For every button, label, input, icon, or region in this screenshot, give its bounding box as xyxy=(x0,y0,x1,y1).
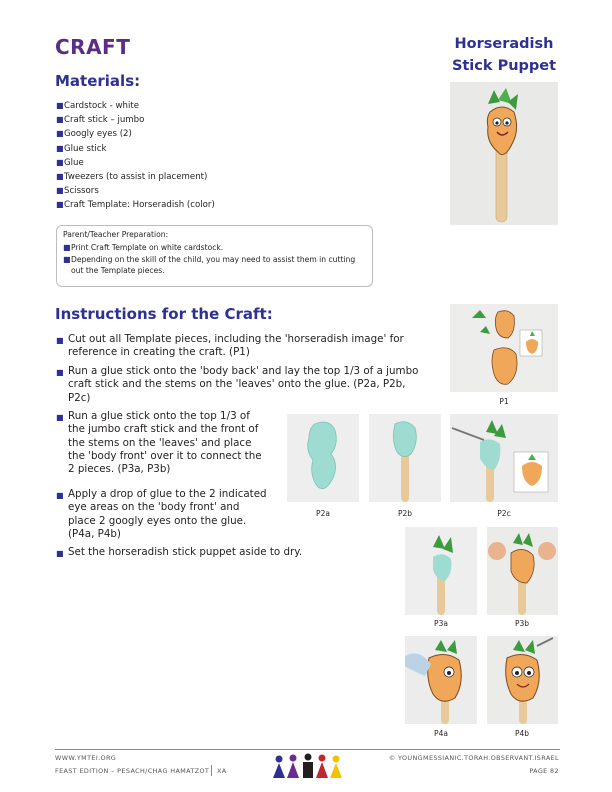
caption-p3a: P3a xyxy=(434,619,448,628)
prep-title: Parent/Teacher Preparation: xyxy=(63,230,169,239)
caption-p3b: P3b xyxy=(514,619,530,628)
photo-p1 xyxy=(450,304,558,392)
finished-puppet-photo xyxy=(450,82,558,225)
footer-website[interactable]: WWW.YMTEI.ORG xyxy=(55,754,117,762)
kids-logo-icon xyxy=(273,754,342,779)
bullet-icon: ■ xyxy=(56,549,64,558)
caption-p2b: P2b xyxy=(397,509,413,518)
photo-p3b xyxy=(487,527,558,615)
photo-p3a xyxy=(405,527,477,615)
bullet-icon: ■ xyxy=(56,200,64,210)
bullet-icon: ■ xyxy=(56,143,64,153)
bullet-icon: ■ xyxy=(56,491,64,500)
photo-p4a xyxy=(405,636,477,724)
step-2: ■ Run a glue stick onto the 'body back' and lay the top 1/3 of a jumbo craft stick and the stems on the 'leaves' onto the glue. (P2a, P2b, P2c) xyxy=(56,365,419,404)
list-item: ■ Glue stick xyxy=(56,142,215,156)
list-item: ■ Cardstock - white xyxy=(56,99,215,113)
photo-p4b xyxy=(487,636,558,724)
bullet-icon: ■ xyxy=(56,157,64,167)
step-5: ■ Set the horseradish stick puppet aside to dry. xyxy=(56,546,431,559)
photo-p2a xyxy=(287,414,359,502)
kids-logo xyxy=(270,752,346,780)
materials-list xyxy=(56,99,215,213)
step-1: ■ Cut out all Template pieces, including the 'horseradish image' for reference in creating the craft. (P1) xyxy=(56,333,404,359)
materials-heading: Materials: xyxy=(55,72,141,90)
footer-page-number: PAGE 82 xyxy=(529,767,559,775)
caption-p4b: P4b xyxy=(514,729,530,738)
list-item: ■ Depending on the skill of the child, you may need to assist them in cutting out the Template pieces. xyxy=(63,255,356,275)
instructions-heading: Instructions for the Craft: xyxy=(55,305,273,323)
bullet-icon: ■ xyxy=(56,336,64,345)
craft-title xyxy=(446,33,562,77)
bullet-icon: ■ xyxy=(56,101,64,110)
photo-p2b xyxy=(369,414,441,502)
list-item: ■ Craft Template: Horseradish (color) xyxy=(56,198,215,212)
caption-p1: P1 xyxy=(499,397,509,406)
craft-title-line2: Stick Puppet xyxy=(451,58,557,74)
bullet-icon: ■ xyxy=(63,242,71,252)
caption-p2c: P2c xyxy=(497,509,511,518)
bullet-icon: ■ xyxy=(56,115,64,125)
bullet-icon: ■ xyxy=(56,186,64,196)
footer-copyright: © YOUNGMESSIANIC.TORAH.OBSERVANT.ISRAEL xyxy=(388,754,559,762)
list-item: ■ Glue xyxy=(56,156,215,170)
caption-p4a: P4a xyxy=(434,729,448,738)
section-title: CRAFT xyxy=(55,35,131,59)
bullet-icon: ■ xyxy=(56,413,64,422)
bullet-icon: ■ xyxy=(56,172,64,182)
bullet-icon: ■ xyxy=(63,255,71,264)
footer-rule xyxy=(55,749,560,750)
footer-edition: FEAST EDITION – PESACH/CHAG HAMATZOT xyxy=(55,767,210,775)
prep-box xyxy=(56,225,373,287)
footer-issue: XA xyxy=(217,767,227,775)
step-3: ■ Run a glue stick onto the top 1/3 of the jumbo craft stick and the front of the stems on the 'leaves' and place the 'body front' over it to connect the 2 pieces. (P3a, P3b) xyxy=(56,410,262,476)
prep-list xyxy=(63,243,366,277)
puppet-illustration xyxy=(450,82,558,225)
list-item: ■ Scissors xyxy=(56,184,215,198)
list-item: ■ Tweezers (to assist in placement) xyxy=(56,170,215,184)
list-item: ■ Craft stick – jumbo xyxy=(56,113,215,127)
caption-p2a: P2a xyxy=(316,509,330,518)
bullet-icon: ■ xyxy=(56,129,64,139)
list-item: ■ Googly eyes (2) xyxy=(56,127,215,141)
bullet-icon: ■ xyxy=(56,368,64,377)
list-item: ■ Print Craft Template on white cardstock. xyxy=(63,242,224,252)
photo-p2c xyxy=(450,414,558,502)
footer-divider xyxy=(211,765,212,776)
step-4: ■ Apply a drop of glue to the 2 indicated eye areas on the 'body front' and place 2 googly eyes onto the glue. (P4a, P4b) xyxy=(56,488,267,540)
craft-title-line1: Horseradish xyxy=(454,36,554,52)
